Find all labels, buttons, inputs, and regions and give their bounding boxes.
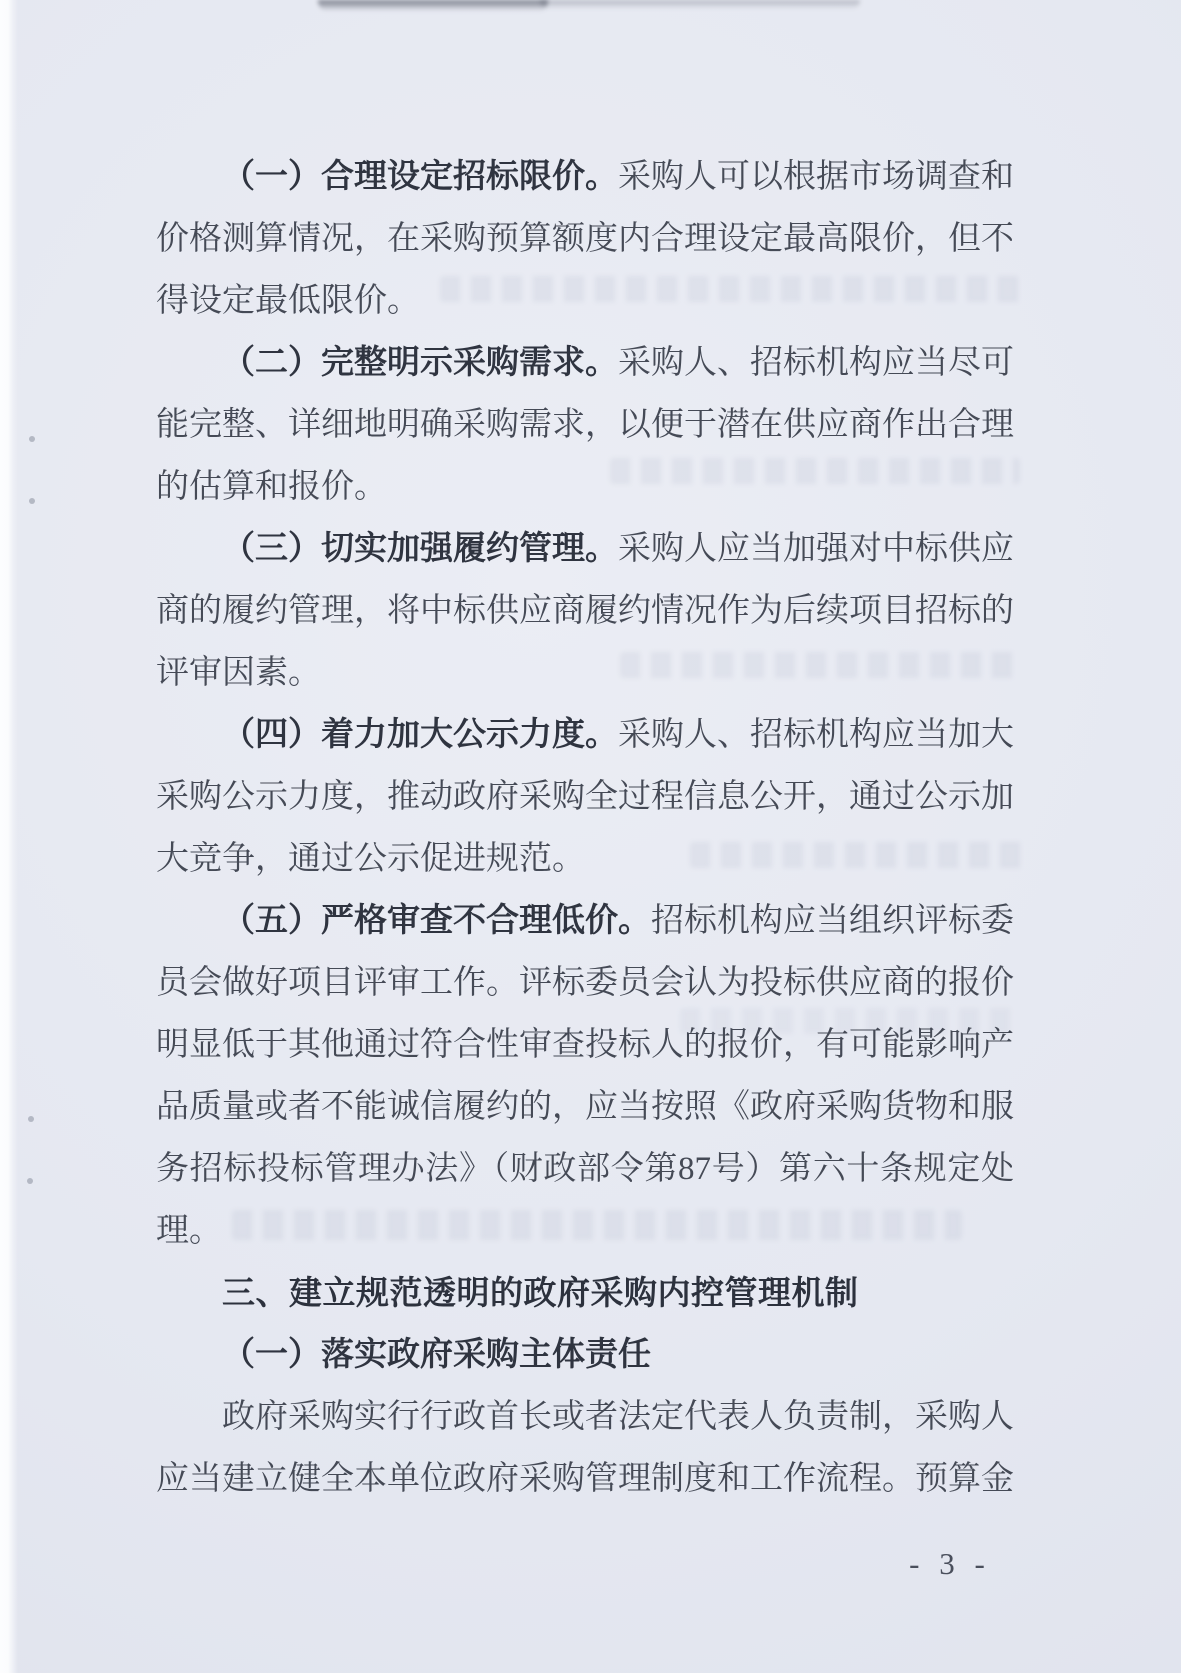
- body-paragraph: [156, 890, 1014, 1262]
- paragraph-text: 采购人应当加强对中标供应商的履约管理，将中标供应商履约情况作为后续项目招标的评审因素。: [156, 531, 1014, 691]
- subsection-heading: （一）落实政府采购主体责任: [222, 1337, 651, 1373]
- paragraph-lead: （四）着力加大公示力度。: [222, 717, 618, 753]
- paragraph-lead: （一）合理设定招标限价。: [222, 159, 618, 195]
- paragraph-text: 招标机构应当组织评标委员会做好项目评审工作。评标委员会认为投标供应商的报价明显低于其他通过符合性审查投标人的报价，有可能影响产品质量或者不能诚信履约的，应当按照《政府采购货物和服务招标投标管理办法》（财政部令第87号）第六十条规定处理。: [156, 903, 1014, 1249]
- scan-smudge: [540, 0, 860, 9]
- punch-mark: [27, 1178, 33, 1184]
- punch-mark: [28, 1116, 34, 1122]
- scanner-edge-strip: [0, 0, 18, 1673]
- paragraph-lead: （二）完整明示采购需求。: [222, 345, 618, 381]
- body-paragraph: [156, 146, 1014, 332]
- paragraph-text: 采购人可以根据市场调查和价格测算情况，在采购预算额度内合理设定最高限价，但不得设定最低限价。: [156, 159, 1014, 319]
- paragraph-lead: （五）严格审查不合理低价。: [222, 903, 651, 939]
- document-body: [156, 146, 1014, 1510]
- punch-mark: [29, 498, 35, 504]
- page-number: - 3 -: [909, 1546, 991, 1581]
- section-heading: 三、建立规范透明的政府采购内控管理机制: [222, 1274, 859, 1311]
- paragraph-text: 采购人、招标机构应当加大采购公示力度，推动政府采购全过程信息公开，通过公示加大竞争，通过公示促进规范。: [156, 717, 1014, 877]
- body-paragraph: [156, 1386, 1014, 1510]
- body-paragraph: [156, 704, 1014, 890]
- body-paragraph: [156, 518, 1014, 704]
- scan-smudge: [318, 0, 548, 11]
- paragraph-lead: （三）切实加强履约管理。: [222, 531, 618, 567]
- paragraph-text: 采购人、招标机构应当尽可能完整、详细地明确采购需求，以便于潜在供应商作出合理的估算和报价。: [156, 345, 1014, 505]
- body-paragraph: [156, 332, 1014, 518]
- paragraph-text: 政府采购实行行政首长或者法定代表人负责制，采购人应当建立健全本单位政府采购管理制度和工作流程。预算金: [156, 1399, 1014, 1497]
- punch-mark: [29, 436, 35, 442]
